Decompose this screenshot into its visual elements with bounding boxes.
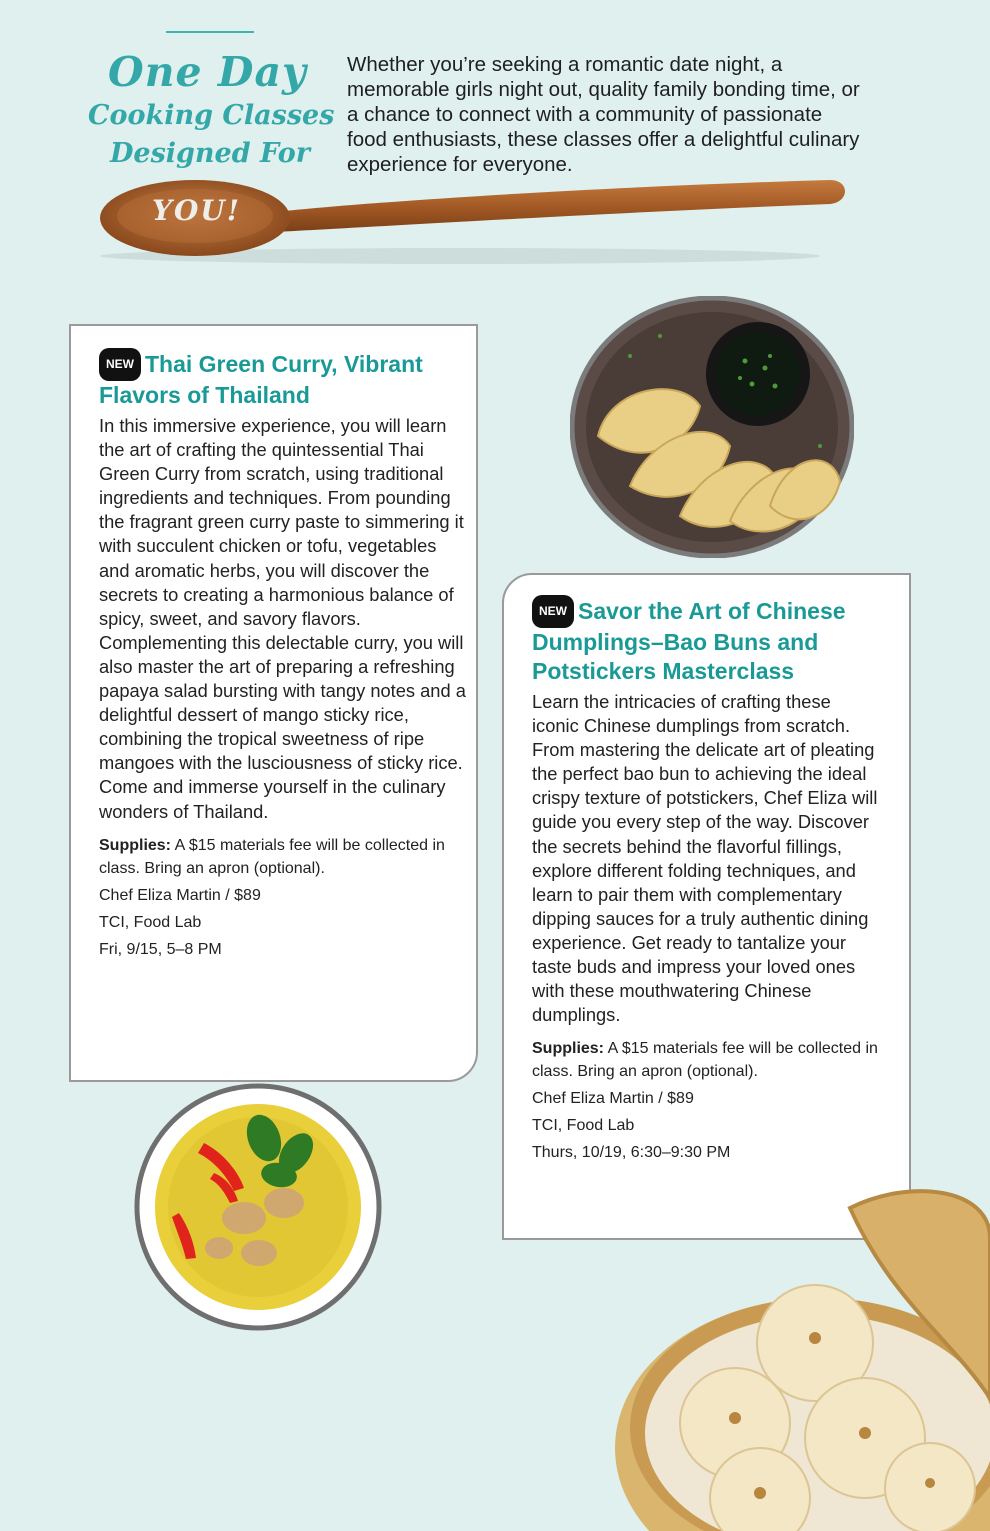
supplies-text: A $15 materials fee will be collected in class. Bring an apron (optional). [99,836,445,877]
class-meta [532,1037,882,1164]
new-badge: NEW [99,348,141,381]
header-title-line3: Designed For [110,138,310,169]
class-title [99,348,471,410]
potstickers-plate-image [570,296,854,558]
location: TCI, Food Lab [99,913,202,931]
schedule: Fri, 9/15, 5–8 PM [99,940,222,958]
supplies-line [532,1037,882,1083]
class-card-chinese-dumplings [502,573,911,1240]
class-card-thai-curry [69,324,478,1082]
supplies-label: Supplies: [532,1040,605,1058]
location: TCI, Food Lab [532,1117,635,1135]
header-title-line1: One Day [108,48,307,96]
new-badge: NEW [532,595,574,628]
class-description: In this immersive experience, you will learn the art of crafting the quintessential Thai Green Curry from scratch, using traditional ingredients and techniques. From pounding the fragrant green curry paste to simmering it with succulent chicken or tofu, vegetables and aromatic herbs, you will discover the secrets to creating a harmonious balance of spicy, sweet, and savory flavors. Complementing this delectable curry, you will also master the art of preparing a refreshing papaya salad bursting with tangy notes and a delightful dessert of mango sticky rice, combining the tropical sweetness of ripe mangoes with the lusciousness of sticky rice. Come and immerse yourself in the culinary wonders of Thailand. [99,415,466,822]
schedule: Thurs, 10/19, 6:30–9:30 PM [532,1144,731,1162]
class-title-text: Savor the Art of Chinese Dumplings–Bao Buns and Potstickers Masterclass [532,598,846,684]
class-title [532,595,882,686]
intro-text: Whether you’re seeking a romantic date night, a memorable girls night out, quality family bonding time, or a chance to connect with a community of passionate food enthusiasts, these classes offer a delightful culinary experience for everyone. [347,53,860,176]
supplies-text: A $15 materials fee will be collected in class. Bring an apron (optional). [532,1040,878,1081]
chef-price: Chef Eliza Martin / $89 [532,1090,694,1108]
header-rule [166,31,254,33]
green-curry-bowl-image [134,1083,382,1331]
chef-price: Chef Eliza Martin / $89 [99,886,261,904]
class-meta [99,834,471,961]
bao-buns-steamer-image [610,1178,990,1531]
header-title-line2: Cooking Classes [88,100,335,131]
class-title-text: Thai Green Curry, Vibrant Flavors of Thailand [99,351,423,408]
supplies-label: Supplies: [99,836,172,854]
class-description: Learn the intricacies of crafting these iconic Chinese dumplings from scratch. From mastering the delicate art of pleating the perfect bao bun to achieving the ideal crispy texture of potstickers, Chef Eliza will guide you every step of the way. Discover the secrets behind the flavorful fillings, explore different folding techniques, and learn to pair them with complementary dipping sauces for a truly authentic dining experience. Get ready to tantalize your taste buds and impress your loved ones with these mouthwatering Chinese dumplings. [532,691,878,1026]
header-title-line4: YOU! [152,194,242,227]
supplies-line [99,834,471,880]
